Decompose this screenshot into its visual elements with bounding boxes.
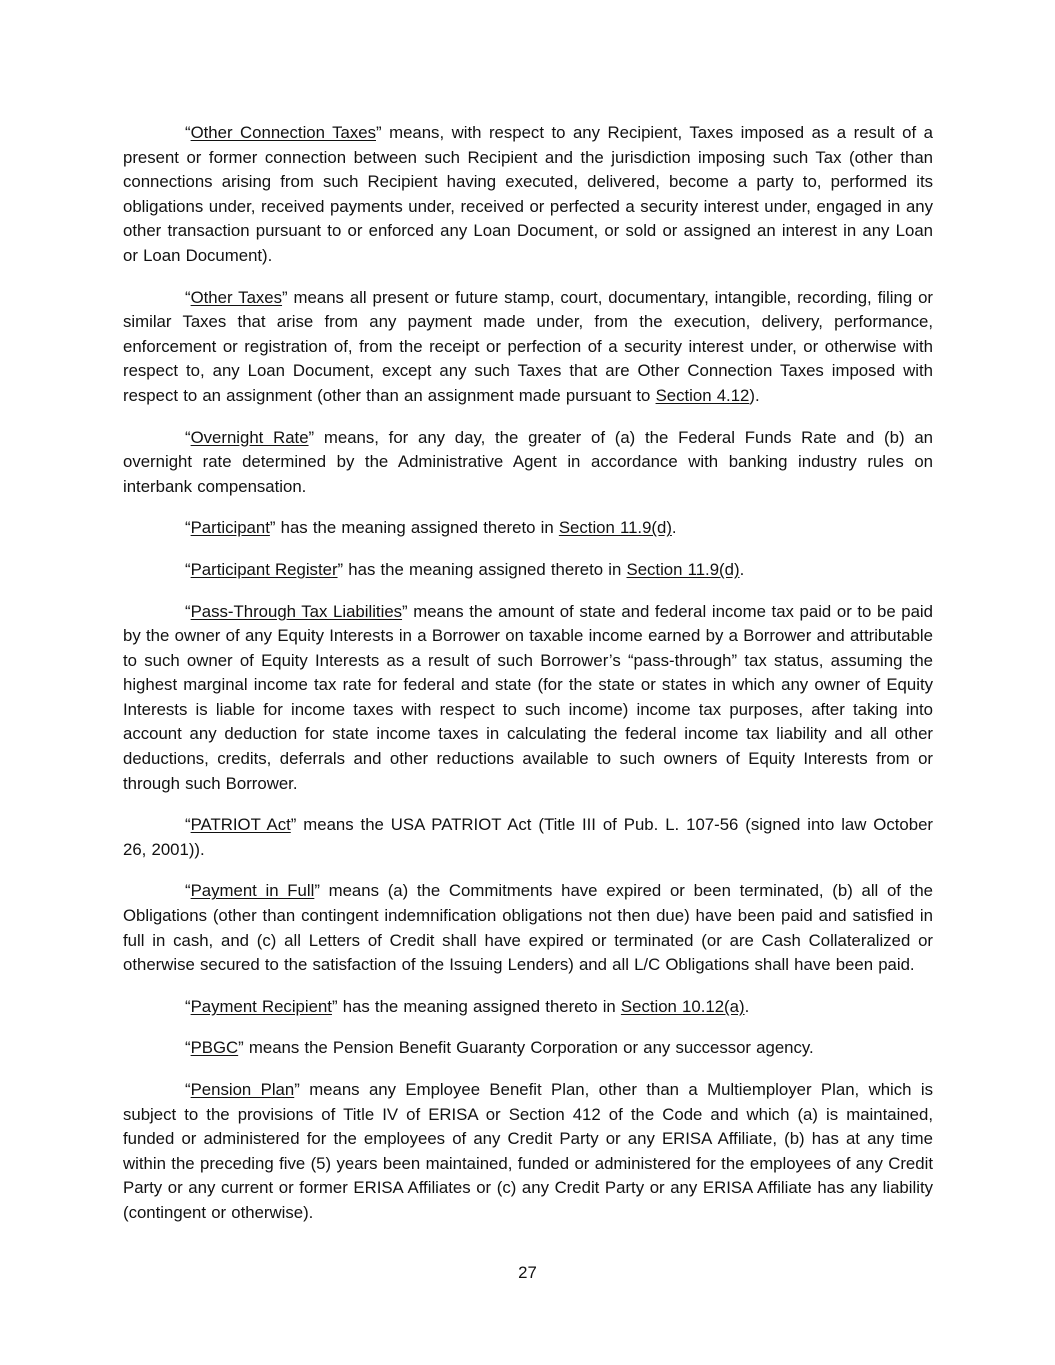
paragraph <box>123 558 933 583</box>
paragraph-text: “ <box>185 601 191 621</box>
paragraph-text: ” means the USA PATRIOT Act (Title III of Pub. L. 107-56 (signed into law October 26, 2001)). <box>123 815 933 859</box>
paragraph-text: “ <box>185 287 191 307</box>
defined-term: Overnight Rate <box>190 427 309 447</box>
defined-term: Other Connection Taxes <box>190 123 376 142</box>
paragraph-text: ” has the meaning assigned thereto in <box>269 518 559 538</box>
defined-term: Section 11.9(d) <box>626 559 740 579</box>
paragraph <box>123 121 933 269</box>
paragraph-text: ” has the meaning assigned thereto in <box>331 996 621 1016</box>
defined-term: Section 4.12 <box>655 385 750 405</box>
paragraph-text: “ <box>185 1080 191 1099</box>
paragraph-text: ” means the amount of state and federal income tax paid or to be paid by the owner of any Equity Interests in a Borrower on taxable income earned by a Borrower and attributable to such owner of Equity Interests as a result of such Borrower’s “pass-through” tax status, assuming the highest marginal income tax rate for federal and state (for the state or states in which any owner of Equity Interests is liable for income taxes with respect to such income) income tax purposes, after taking into account any deduction for state income taxes in calculating the federal income tax liability and all other deductions, credits, deferrals and other reductions available to such owners of Equity Interests from or through such Borrower. <box>123 601 933 793</box>
paragraph-text: “ <box>185 559 191 579</box>
paragraph <box>123 600 933 797</box>
paragraph-text: . <box>739 559 745 579</box>
paragraph <box>123 813 933 862</box>
paragraph-text: “ <box>185 996 191 1016</box>
paragraph-text: ” means all present or future stamp, court, documentary, intangible, recording, filing or similar Taxes that arise from any payment made under, from the execution, delivery, performance, enforcement or registration of, from the receipt or perfection of a security interest under, or otherwise with respect to, any Loan Document, except any such Taxes that are Other Connection Taxes imposed with respect to an assignment (other than an assignment made pursuant to <box>123 287 933 405</box>
defined-term: Participant Register <box>190 559 338 579</box>
paragraph-text: ” has the meaning assigned thereto in <box>337 559 627 579</box>
paragraph <box>123 995 933 1020</box>
defined-term: Pass-Through Tax Liabilities <box>190 601 403 621</box>
paragraph-text: “ <box>185 427 191 447</box>
defined-term: PATRIOT Act <box>190 815 291 835</box>
paragraph-text: . <box>744 996 750 1016</box>
defined-term: Other Taxes <box>190 287 283 307</box>
defined-term: PBGC <box>190 1038 239 1058</box>
paragraph <box>123 286 933 409</box>
defined-term: Pension Plan <box>190 1080 295 1099</box>
paragraph-text: . <box>671 518 677 538</box>
paragraph-text: “ <box>185 881 191 901</box>
paragraph-text: “ <box>185 1038 191 1058</box>
paragraph-text: “ <box>185 518 191 538</box>
paragraph <box>123 1036 933 1061</box>
paragraph <box>123 1078 933 1226</box>
paragraph-text: ” means (a) the Commitments have expired or been terminated, (b) all of the Obligations (other than contingent indemnification obligations not then due) have been paid and satisfied in full in cash, and (c) all Letters of Credit shall have expired or terminated (or are Cash Collateralized or otherwise secured to the satisfaction of the Issuing Lenders) and all L/C Obligations shall have been paid. <box>123 881 933 975</box>
defined-term: Payment in Full <box>190 881 315 901</box>
defined-term: Payment Recipient <box>190 996 332 1016</box>
paragraph <box>123 516 933 541</box>
paragraph-text: “ <box>185 815 191 835</box>
paragraph <box>123 426 933 500</box>
paragraph-text: ” means the Pension Benefit Guaranty Corporation or any successor agency. <box>238 1038 814 1058</box>
paragraphs <box>123 121 933 1243</box>
paragraph-text: ” means, with respect to any Recipient, Taxes imposed as a result of a present or former connection between such Recipient and the jurisdiction imposing such Tax (other than connections arising from such Recipient having executed, delivered, become a party to, performed its obligations under, received payments under, received or perfected a security interest under, engaged in any other transaction pursuant to or enforced any Loan Document, or sold or assigned an interest in any Loan or Loan Document). <box>123 123 933 265</box>
paragraph-text: ). <box>749 385 760 405</box>
paragraph-text: ” means any Employee Benefit Plan, other than a Multiemployer Plan, which is subject to the provisions of Title IV of ERISA or Section 412 of the Code and which (a) is maintained, funded or administered for the employees of any Credit Party or any ERISA Affiliate, (b) has at any time within the preceding five (5) years been maintained, funded or administered for the employees of any Credit Party or any current or former ERISA Affiliates or (c) any Credit Party or any ERISA Affiliate has any liability (contingent or otherwise). <box>123 1080 933 1222</box>
paragraph-text: ” means, for any day, the greater of (a) the Federal Funds Rate and (b) an overnight rate determined by the Administrative Agent in accordance with banking industry rules on interbank compensation. <box>123 427 933 496</box>
defined-term: Section 10.12(a) <box>620 996 745 1016</box>
defined-term: Section 11.9(d) <box>558 518 672 538</box>
paragraph <box>123 879 933 977</box>
page-number: 27 <box>518 1263 537 1282</box>
paragraph-text: “ <box>185 123 191 142</box>
defined-term: Participant <box>190 518 270 538</box>
